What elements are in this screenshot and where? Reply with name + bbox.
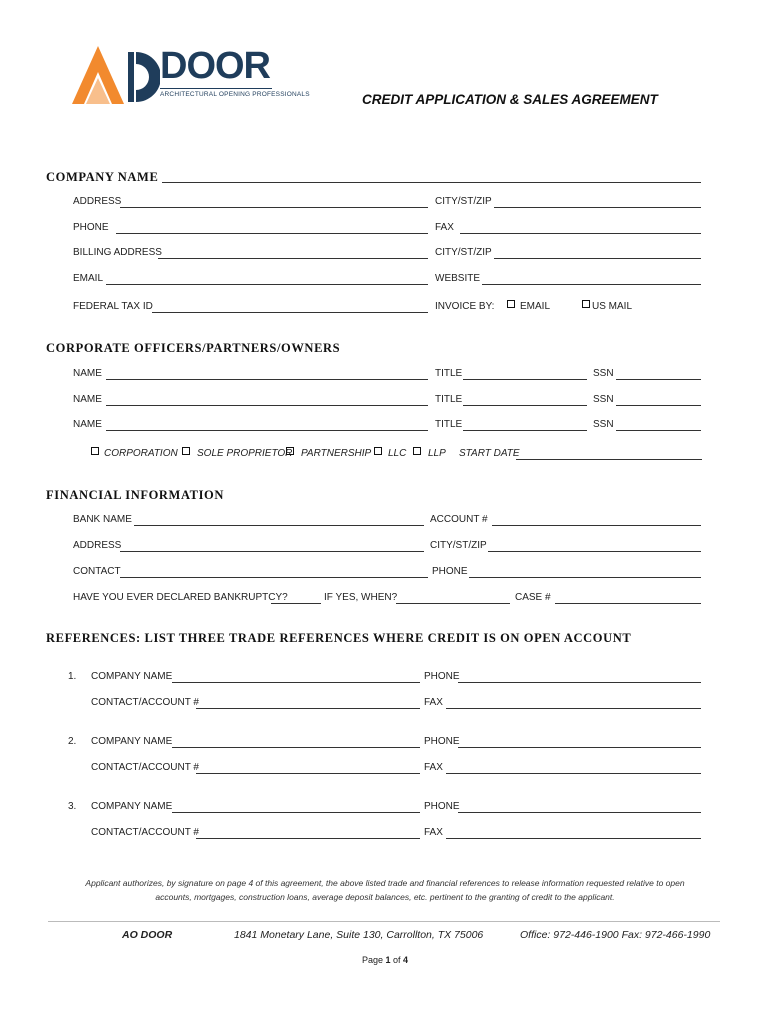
reference-phone-field[interactable] xyxy=(458,747,701,748)
footer-divider xyxy=(48,921,720,922)
if-yes-when-field[interactable] xyxy=(396,603,510,604)
address-label: ADDRESS xyxy=(73,196,122,207)
officers-heading: CORPORATE OFFICERS/PARTNERS/OWNERS xyxy=(46,341,341,355)
reference-contact-label: CONTACT/ACCOUNT # xyxy=(91,827,199,838)
billing-address-label: BILLING ADDRESS xyxy=(73,247,162,258)
bank-name-field[interactable] xyxy=(134,525,424,526)
officer-name-label: NAME xyxy=(73,368,102,379)
officer-title-label: TITLE xyxy=(435,394,463,405)
billing-address-field[interactable] xyxy=(158,258,428,259)
reference-fax-field[interactable] xyxy=(446,773,701,774)
reference-contact-field[interactable] xyxy=(196,838,420,839)
email-field[interactable] xyxy=(106,284,428,285)
reference-contact-field[interactable] xyxy=(196,708,420,709)
bankruptcy-field[interactable] xyxy=(271,603,321,604)
logo-wordmark: DOOR xyxy=(160,45,270,87)
bank-address-label: ADDRESS xyxy=(73,540,122,551)
case-label: CASE # xyxy=(515,592,551,603)
federal-tax-id-label: FEDERAL TAX ID xyxy=(73,301,153,312)
page-number: Page 1 of 4 xyxy=(361,955,409,965)
sole-proprietor-checkbox[interactable] xyxy=(182,447,190,455)
reference-number: 3. xyxy=(68,801,77,812)
address-field[interactable] xyxy=(120,207,428,208)
fax-label: FAX xyxy=(435,222,454,233)
officer-ssn-label: SSN xyxy=(593,419,614,430)
officer-name-label: NAME xyxy=(73,419,102,430)
officer-title-field[interactable] xyxy=(463,379,587,380)
email-label: EMAIL xyxy=(73,273,104,284)
invoice-email-label: EMAIL xyxy=(520,301,551,312)
reference-fax-label: FAX xyxy=(424,827,443,838)
reference-fax-field[interactable] xyxy=(446,838,701,839)
city-st-zip-field[interactable] xyxy=(494,207,701,208)
reference-contact-field[interactable] xyxy=(196,773,420,774)
footer-address: 1841 Monetary Lane, Suite 130, Carrollton, TX 75006 xyxy=(234,929,484,941)
officer-title-label: TITLE xyxy=(435,368,463,379)
account-label: ACCOUNT # xyxy=(430,514,488,525)
reference-company-field[interactable] xyxy=(172,812,420,813)
references-heading: REFERENCES: LIST THREE TRADE REFERENCES WHERE CREDIT IS ON OPEN ACCOUNT xyxy=(46,631,632,645)
invoice-us-mail-label: US MAIL xyxy=(592,301,633,312)
bank-phone-field[interactable] xyxy=(469,577,701,578)
authorization-note-line2: accounts, mortgages, construction loans, average deposit balances, etc. pertinent to the granting of credit to the applicant. xyxy=(155,892,615,902)
officer-title-field[interactable] xyxy=(463,430,587,431)
financial-heading: FINANCIAL INFORMATION xyxy=(46,488,224,502)
fax-field[interactable] xyxy=(460,233,701,234)
document-title: CREDIT APPLICATION & SALES AGREEMENT xyxy=(362,92,658,107)
reference-phone-label: PHONE xyxy=(424,801,460,812)
phone-label: PHONE xyxy=(73,222,109,233)
reference-number: 2. xyxy=(68,736,77,747)
partnership-checkbox[interactable] xyxy=(286,447,294,455)
start-date-field[interactable] xyxy=(516,459,702,460)
llc-checkbox[interactable] xyxy=(374,447,382,455)
bank-name-label: BANK NAME xyxy=(73,514,132,525)
bank-contact-field[interactable] xyxy=(120,577,428,578)
federal-tax-id-field[interactable] xyxy=(152,312,428,313)
sole-proprietor-label: SOLE PROPRIETOR xyxy=(197,448,293,459)
billing-city-st-zip-field[interactable] xyxy=(494,258,701,259)
partnership-label: PARTNERSHIP xyxy=(301,448,372,459)
reference-phone-field[interactable] xyxy=(458,812,701,813)
llp-checkbox[interactable] xyxy=(413,447,421,455)
reference-company-label: COMPANY NAME xyxy=(91,801,173,812)
authorization-note-line1: Applicant authorizes, by signature on page 4 of this agreement, the above listed trade and financial references to release information requested relative to open xyxy=(85,878,685,888)
city-st-zip-label: CITY/ST/ZIP xyxy=(435,196,492,207)
bank-city-st-zip-label: CITY/ST/ZIP xyxy=(430,540,487,551)
start-date-label: START DATE xyxy=(459,448,520,459)
website-field[interactable] xyxy=(482,284,701,285)
company-name-field[interactable] xyxy=(162,182,701,183)
logo-tagline: ARCHITECTURAL OPENING PROFESSIONALS xyxy=(160,88,272,98)
officer-name-label: NAME xyxy=(73,394,102,405)
reference-company-label: COMPANY NAME xyxy=(91,736,173,747)
officer-title-label: TITLE xyxy=(435,419,463,430)
reference-number: 1. xyxy=(68,671,77,682)
company-logo xyxy=(72,44,310,108)
corporation-label: CORPORATION xyxy=(104,448,178,459)
officer-ssn-label: SSN xyxy=(593,394,614,405)
page-total: 4 xyxy=(403,955,409,965)
reference-fax-field[interactable] xyxy=(446,708,701,709)
reference-contact-label: CONTACT/ACCOUNT # xyxy=(91,697,199,708)
footer-contact: Office: 972-446-1900 Fax: 972-466-1990 xyxy=(520,929,711,941)
page-current: 1 xyxy=(385,955,391,965)
officer-ssn-field[interactable] xyxy=(616,405,701,406)
footer-company: AO DOOR xyxy=(122,929,173,941)
ao-logo-icon xyxy=(72,44,160,108)
officer-ssn-field[interactable] xyxy=(616,430,701,431)
company-name-heading: COMPANY NAME xyxy=(46,170,159,184)
officer-name-field[interactable] xyxy=(106,430,428,431)
corporation-checkbox[interactable] xyxy=(91,447,99,455)
account-field[interactable] xyxy=(492,525,701,526)
officer-title-field[interactable] xyxy=(463,405,587,406)
llc-label: LLC xyxy=(388,448,407,459)
bank-city-st-zip-field[interactable] xyxy=(488,551,701,552)
bank-phone-label: PHONE xyxy=(432,566,468,577)
reference-fax-label: FAX xyxy=(424,762,443,773)
reference-company-field[interactable] xyxy=(172,682,420,683)
invoice-us-mail-checkbox[interactable] xyxy=(582,300,590,308)
bank-address-field[interactable] xyxy=(120,551,424,552)
if-yes-when-label: IF YES, WHEN? xyxy=(324,592,398,603)
llp-label: LLP xyxy=(428,448,446,459)
officer-ssn-label: SSN xyxy=(593,368,614,379)
reference-contact-label: CONTACT/ACCOUNT # xyxy=(91,762,199,773)
reference-fax-label: FAX xyxy=(424,697,443,708)
officer-name-field[interactable] xyxy=(106,379,428,380)
bank-contact-label: CONTACT xyxy=(73,566,121,577)
reference-company-label: COMPANY NAME xyxy=(91,671,173,682)
reference-phone-field[interactable] xyxy=(458,682,701,683)
invoice-email-checkbox[interactable] xyxy=(507,300,515,308)
bankruptcy-label: HAVE YOU EVER DECLARED BANKRUPTCY? xyxy=(73,592,288,603)
billing-city-st-zip-label: CITY/ST/ZIP xyxy=(435,247,492,258)
reference-company-field[interactable] xyxy=(172,747,420,748)
invoice-by-label: INVOICE BY: xyxy=(435,301,495,312)
website-label: WEBSITE xyxy=(435,273,481,284)
reference-phone-label: PHONE xyxy=(424,736,460,747)
reference-phone-label: PHONE xyxy=(424,671,460,682)
officer-ssn-field[interactable] xyxy=(616,379,701,380)
phone-field[interactable] xyxy=(116,233,428,234)
case-field[interactable] xyxy=(555,603,701,604)
officer-name-field[interactable] xyxy=(106,405,428,406)
